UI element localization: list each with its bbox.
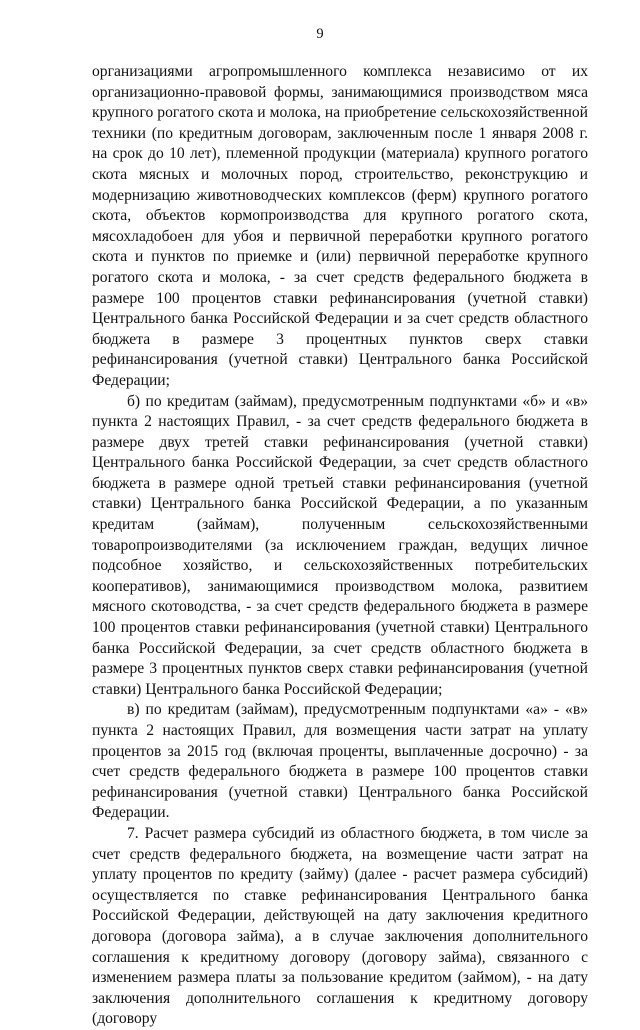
paragraph-subitem-v: в) по кредитам (займам), предусмотренным подпунктами «а» - «в» пункта 2 настоящих Правил, для возмещения части затрат на уплату процентов за 2015 год (включая проценты, выплаченные досрочно) - за счет средств федерального бюджета в размере 100 процентов ставки рефинансирования (учетной ставки) Центрального банка Российской Федерации. <box>92 701 588 822</box>
document-body <box>92 62 588 1030</box>
page-number: 9 <box>316 26 324 42</box>
paragraph-item-7: 7. Расчет размера субсидий из областного бюджета, в том числе за счет средств федерального бюджета, на возмещение части затрат на уплату процентов по кредиту (займу) (далее - расчет размера субсидий) осуществляется по ставке рефинансирования Центрального банка Российской Федерации, действующей на дату заключения кредитного договора (договора займа), а в случае заключения дополнительного соглашения к кредитному договору (договору займа), связанного с изменением размера платы за пользование кредитом (займом), - на дату заключения дополнительного соглашения к кредитному договору (договору <box>92 824 588 1028</box>
paragraph-continuation: организациями агропромышленного комплекса независимо от их организационно-правовой формы, занимающимися производством мяса крупного рогатого скота и молока, на приобретение сельскохозяйственной техники (по кредитным договорам, заключенным после 1 января 2008 г. на срок до 10 лет), племенной продукции (материала) крупного рогатого скота мясных и молочных пород, строительство, реконструкцию и модернизацию животноводческих комплексов (ферм) крупного рогатого скота, объектов кормопроизводства для крупного рогатого скота, мясохладобоен для убоя и первичной переработки крупного рогатого скота и пунктов по приемке и (или) первичной переработке крупного рогатого скота и молока, - за счет средств федерального бюджета в размере 100 процентов ставки рефинансирования (учетной ставки) Центрального банка Российской Федерации и за счет средств областного бюджета в размере 3 процентных пунктов сверх ставки рефинансирования (учетной ставки) Центрального банка Российской Федерации; <box>92 63 588 389</box>
paragraph-subitem-b: б) по кредитам (займам), предусмотренным подпунктами «б» и «в» пункта 2 настоящих Правил, - за счет средств федерального бюджета в размере двух третей ставки рефинансирования (учетной ставки) Центрального банка Российской Федерации, за счет средств областного бюджета в размере одной третьей ставки рефинансирования (учетной ставки) Центрального банка Российской Федерации, а по указанным кредитам (займам), полученным сельскохозяйственными товаропроизводителями (за исключением граждан, ведущих личное подсобное хозяйство, и сельскохозяйственных потребительских кооперативов), занимающимися производством молока, развитием мясного скотоводства, - за счет средств федерального бюджета в размере 100 процентов ставки рефинансирования (учетной ставки) Центрального банка Российской Федерации, за счет средств областного бюджета в размере 3 процентных пунктов сверх ставки рефинансирования (учетной ставки) Центрального банка Российской Федерации; <box>92 392 588 698</box>
